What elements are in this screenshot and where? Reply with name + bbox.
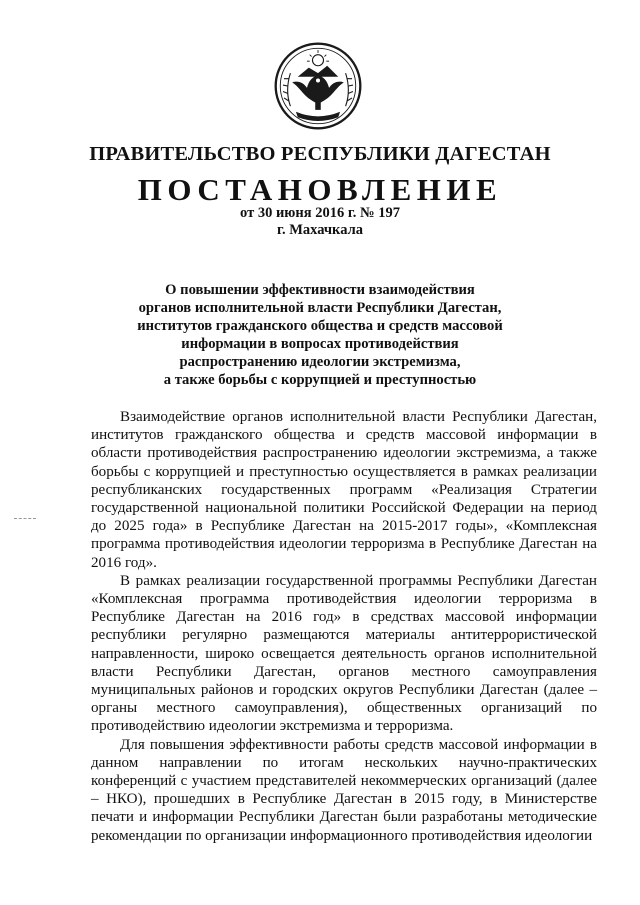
coat-of-arms-icon [272, 40, 364, 132]
government-name: ПРАВИТЕЛЬСТВО РЕСПУБЛИКИ ДАГЕСТАН [89, 143, 551, 165]
subject-line: а также борьбы с коррупцией и преступностью [163, 372, 477, 388]
resolution-subject [80, 281, 560, 389]
subject-line: распространению идеологии экстремизма, [179, 354, 461, 370]
subject-line: институтов гражданского общества и средств массовой [137, 318, 503, 334]
date-and-number: от 30 июня 2016 г. № 197 [240, 205, 400, 221]
body-paragraph: Для повышения эффективности работы средств массовой информации в данном направлении по итогам нескольких научно-практических конференций с участием представителей некоммерческих организаций (далее – НКО), прошедших в Республике Дагестан в 2015 году, в Министерстве печати и информации Республики Дагестан были разработаны методические рекомендации по организации информационного противодействия идеологии [91, 736, 597, 844]
document-type-title: ПОСТАНОВЛЕНИЕ [137, 172, 503, 207]
scan-margin-mark [14, 518, 36, 519]
body-paragraph: В рамках реализации государственной программы Республики Дагестан «Комплексная программа противодействия идеологии терроризма в Республике Дагестан на 2016 год» в средствах массовой информации республики регулярно размещаются материалы антитеррористической направленности, широко освещается деятельность органов исполнительной власти Республики Дагестан, органов местного самоуправления муниципальных районов и городских округов Республики Дагестан (далее – органы местного самоуправления), общественных организаций по противодействию идеологии экстремизма и терроризма. [91, 572, 597, 735]
document-date-block [0, 205, 640, 239]
subject-line: органов исполнительной власти Республики Дагестан, [138, 300, 502, 316]
document-body [91, 408, 597, 845]
subject-line: О повышении эффективности взаимодействия [165, 282, 475, 298]
subject-line: информации в вопросах противодействия [181, 336, 459, 352]
city-name: г. Махачкала [277, 222, 363, 238]
body-paragraph: Взаимодействие органов исполнительной власти Республики Дагестан, институтов гражданского общества и средств массовой информации в области противодействия распространению идеологии экстремизма, а также борьбы с коррупцией и преступностью осуществляется в рамках реализации республиканских государственных программ «Реализация Стратегии государственной национальной политики Российской Федерации на период до 2025 года» в Республике Дагестан на 2015-2017 годы», «Комплексная программа противодействия идеологии терроризма в Республике Дагестан на 2016 год». [91, 409, 597, 571]
